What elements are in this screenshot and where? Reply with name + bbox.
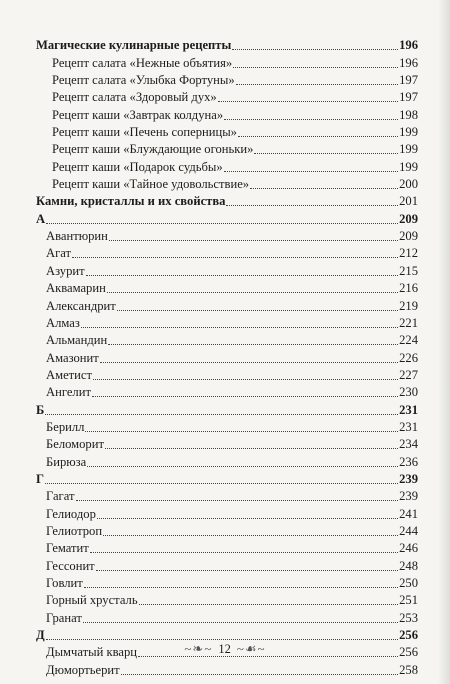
toc-entry bbox=[36, 158, 418, 175]
dot-leader bbox=[238, 136, 398, 137]
dot-leader bbox=[254, 153, 398, 154]
toc-section-entry bbox=[36, 210, 418, 227]
toc-entry-title: Рецепт каши «Подарок судьбы» bbox=[52, 159, 223, 174]
toc-section-entry bbox=[36, 401, 418, 418]
toc-entry-title: Рецепт салата «Улыбка Фортуны» bbox=[52, 73, 235, 88]
toc-entry-page: 200 bbox=[399, 177, 418, 192]
toc-entry-page: 198 bbox=[399, 107, 418, 122]
toc-entry-page: 244 bbox=[399, 523, 418, 538]
toc-entry-page: 256 bbox=[399, 628, 418, 643]
toc-entry-title: Говлит bbox=[46, 576, 83, 590]
dot-leader bbox=[108, 344, 398, 345]
toc-entry-page: 239 bbox=[399, 489, 418, 504]
dot-leader bbox=[233, 67, 398, 68]
page-edge-shadow bbox=[438, 0, 450, 684]
toc-entry bbox=[36, 505, 418, 522]
dot-leader bbox=[107, 292, 398, 293]
toc-entry bbox=[36, 367, 418, 384]
toc-entry-title: Рецепт каши «Печень соперницы» bbox=[52, 125, 237, 140]
toc-entry-title: Д bbox=[36, 628, 45, 643]
toc-entry bbox=[36, 262, 418, 279]
dot-leader bbox=[87, 466, 398, 467]
toc-entry-page: 221 bbox=[399, 315, 418, 330]
toc-entry-title: Беломорит bbox=[46, 437, 104, 452]
dot-leader bbox=[46, 639, 398, 640]
dot-leader bbox=[218, 101, 398, 102]
toc-entry-title: Гагат bbox=[46, 489, 75, 504]
dot-leader bbox=[100, 362, 398, 363]
toc-entry-page: 212 bbox=[399, 246, 418, 261]
toc-entry-title: Гессонит bbox=[46, 558, 95, 573]
toc-entry-page: 231 bbox=[399, 402, 418, 417]
toc-entry-title: Дюмортьерит bbox=[46, 662, 120, 677]
toc-entry-page: 231 bbox=[399, 419, 418, 434]
table-of-contents bbox=[36, 37, 418, 679]
toc-entry bbox=[36, 176, 418, 193]
toc-entry bbox=[36, 245, 418, 262]
toc-entry-page: 251 bbox=[399, 593, 418, 608]
toc-entry bbox=[36, 419, 418, 436]
toc-entry-title: Магические кулинарные рецепты bbox=[36, 38, 232, 53]
dot-leader bbox=[90, 552, 398, 553]
toc-entry-title: Бирюза bbox=[46, 454, 87, 469]
toc-entry-page: 197 bbox=[399, 90, 418, 105]
toc-section-entry bbox=[36, 471, 418, 488]
toc-entry-page: 234 bbox=[399, 437, 418, 452]
dot-leader bbox=[96, 570, 398, 571]
toc-entry bbox=[36, 297, 418, 314]
toc-entry-page: 219 bbox=[399, 298, 418, 313]
toc-entry-title: Гелиотроп bbox=[46, 523, 103, 538]
dot-leader bbox=[105, 448, 398, 449]
toc-entry bbox=[36, 280, 418, 297]
toc-entry bbox=[36, 384, 418, 401]
toc-entry-title: Аметист bbox=[46, 367, 92, 382]
toc-entry-page: 230 bbox=[399, 385, 418, 400]
toc-entry-page: 224 bbox=[399, 333, 418, 348]
toc-entry-title: Камни, кристаллы и их свойства bbox=[36, 194, 226, 209]
dot-leader bbox=[93, 379, 398, 380]
dot-leader bbox=[92, 396, 398, 397]
dot-leader bbox=[81, 327, 398, 328]
toc-entry-title: Аквамарин bbox=[46, 281, 106, 296]
toc-entry bbox=[36, 72, 418, 89]
toc-entry-page: 253 bbox=[399, 610, 418, 625]
toc-entry bbox=[36, 54, 418, 71]
toc-entry-page: 199 bbox=[399, 125, 418, 140]
toc-entry-page: 216 bbox=[399, 281, 418, 296]
toc-entry bbox=[36, 89, 418, 106]
toc-entry-title: Азурит bbox=[46, 263, 85, 278]
toc-entry-title: Гранат bbox=[46, 610, 82, 625]
toc-entry-title: Рецепт каши «Блуждающие огоньки» bbox=[52, 142, 254, 157]
toc-entry bbox=[36, 661, 418, 678]
toc-entry-page: 248 bbox=[399, 558, 418, 573]
toc-entry-title: Рецепт каши «Тайное удовольствие» bbox=[52, 177, 250, 192]
toc-entry-title: Альмандин bbox=[46, 333, 108, 348]
toc-entry bbox=[36, 488, 418, 505]
toc-entry bbox=[36, 575, 418, 592]
toc-entry-title: Гематит bbox=[46, 541, 89, 556]
toc-entry-title: Дымчатый кварц bbox=[46, 645, 137, 660]
toc-entry bbox=[36, 453, 418, 470]
dot-leader bbox=[45, 414, 398, 415]
page-footer bbox=[0, 641, 450, 657]
dot-leader bbox=[224, 119, 398, 120]
dot-leader bbox=[250, 188, 398, 189]
toc-entry-title: Берилл bbox=[46, 419, 85, 434]
page-number: 12 bbox=[218, 641, 231, 656]
toc-entry-page: 250 bbox=[399, 576, 418, 590]
toc-entry bbox=[36, 609, 418, 626]
ornament-right-icon: ~☙~ bbox=[236, 641, 266, 656]
toc-entry-page: 196 bbox=[399, 38, 418, 53]
toc-entry-page: 209 bbox=[399, 211, 418, 226]
toc-entry-page: 258 bbox=[399, 662, 418, 677]
toc-entry-title: Г bbox=[36, 471, 45, 486]
toc-entry bbox=[36, 315, 418, 332]
toc-entry bbox=[36, 436, 418, 453]
toc-entry-title: Рецепт каши «Завтрак колдуна» bbox=[52, 107, 224, 122]
toc-entry bbox=[36, 523, 418, 540]
toc-entry-title: А bbox=[36, 211, 46, 226]
dot-leader bbox=[97, 518, 398, 519]
toc-entry-title: Гелиодор bbox=[46, 506, 96, 521]
toc-entry-title: Ангелит bbox=[46, 385, 91, 400]
toc-entry bbox=[36, 106, 418, 123]
dot-leader bbox=[83, 622, 398, 623]
dot-leader bbox=[85, 431, 398, 432]
dot-leader bbox=[236, 84, 398, 85]
toc-entry bbox=[36, 557, 418, 574]
toc-entry-page: 209 bbox=[399, 229, 418, 244]
toc-entry-title: Рецепт салата «Здоровый дух» bbox=[52, 90, 217, 105]
toc-entry-page: 246 bbox=[399, 541, 418, 556]
toc-entry-title: Александрит bbox=[46, 298, 116, 313]
toc-entry bbox=[36, 349, 418, 366]
toc-entry-page: 256 bbox=[399, 645, 418, 660]
toc-entry-title: Алмаз bbox=[46, 315, 80, 330]
toc-entry-page: 226 bbox=[399, 350, 418, 365]
dot-leader bbox=[117, 310, 398, 311]
dot-leader bbox=[224, 171, 398, 172]
toc-entry bbox=[36, 592, 418, 609]
toc-entry bbox=[36, 228, 418, 245]
dot-leader bbox=[139, 604, 399, 605]
toc-entry-page: 236 bbox=[399, 454, 418, 469]
dot-leader bbox=[46, 223, 398, 224]
toc-entry bbox=[36, 141, 418, 158]
dot-leader bbox=[72, 257, 398, 258]
toc-entry-page: 241 bbox=[399, 506, 418, 521]
toc-section-entry bbox=[36, 37, 418, 54]
dot-leader bbox=[226, 205, 398, 206]
toc-entry-page: 215 bbox=[399, 263, 418, 278]
toc-entry-title: Амазонит bbox=[46, 350, 99, 365]
toc-entry-page: 197 bbox=[399, 73, 418, 88]
toc-entry-page: 199 bbox=[399, 159, 418, 174]
dot-leader bbox=[86, 275, 398, 276]
toc-section-entry bbox=[36, 193, 418, 210]
ornament-left-icon: ~❧~ bbox=[184, 641, 213, 656]
toc-entry bbox=[36, 124, 418, 141]
toc-entry-page: 239 bbox=[399, 471, 418, 486]
toc-entry-title: Б bbox=[36, 402, 45, 417]
toc-entry-page: 201 bbox=[399, 194, 418, 209]
dot-leader bbox=[76, 500, 399, 501]
toc-entry bbox=[36, 332, 418, 349]
dot-leader bbox=[121, 674, 399, 675]
dot-leader bbox=[103, 535, 398, 536]
dot-leader bbox=[45, 483, 398, 484]
dot-leader bbox=[232, 49, 398, 50]
toc-entry-title: Авантюрин bbox=[46, 229, 108, 244]
toc-entry bbox=[36, 540, 418, 557]
toc-entry-page: 227 bbox=[399, 367, 418, 382]
toc-entry-title: Агат bbox=[46, 246, 72, 261]
toc-entry-title: Горный хрусталь bbox=[46, 593, 138, 608]
toc-entry-page: 196 bbox=[399, 55, 418, 70]
dot-leader bbox=[109, 240, 398, 241]
toc-entry-title: Рецепт салата «Нежные объятия» bbox=[52, 55, 233, 70]
dot-leader bbox=[84, 587, 398, 588]
toc-entry-page: 199 bbox=[399, 142, 418, 157]
